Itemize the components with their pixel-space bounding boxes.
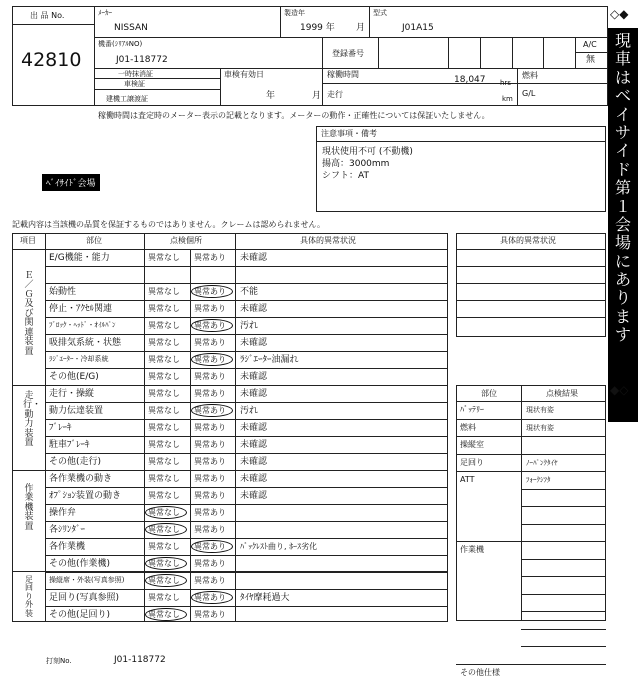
row-ng-option: 異常あり — [194, 525, 226, 534]
row-detail: ﾀｲﾔ摩耗過大 — [240, 593, 290, 603]
notes-line-2: 揚高：3000mm — [322, 159, 390, 169]
ok-circle-mark — [145, 574, 187, 587]
year-value: 1999 年 — [300, 23, 335, 33]
disclaimer: 記載内容は当該機の品質を保証するものではありません。クレームは認められません。 — [12, 220, 325, 229]
check-result: ﾌｫｰｸｼﾌﾀ — [526, 476, 551, 484]
row-ok-option: 異常なし — [148, 321, 180, 330]
expiry-year-unit: 年 — [266, 91, 276, 101]
row-ok-option: 異常なし — [148, 406, 180, 415]
row-ok-option: 異常なし — [148, 423, 180, 432]
row-part: その他(足回り) — [49, 610, 111, 620]
row-detail: ﾊﾞｯｸﾚｽﾄ曲り, ﾎｰｽ劣化 — [240, 542, 318, 551]
col-item-header: 項目 — [20, 236, 36, 245]
ac-label: A/C — [583, 40, 597, 49]
row-ok-option: 異常なし — [148, 576, 180, 585]
row-ng-option: 異常あり — [194, 559, 226, 568]
row-ng-option: 異常あり — [194, 253, 226, 262]
row-ok-option: 異常なし — [148, 491, 180, 500]
check-result: 現状有姿 — [526, 406, 554, 414]
row-detail: 未確認 — [240, 474, 268, 484]
col-detail-header: 具体的異常状況 — [300, 236, 356, 245]
ng-circle-mark — [191, 404, 233, 417]
row-part: ﾌﾞﾚｰｷ — [49, 423, 72, 433]
registration-label: 登録番号 — [332, 49, 364, 58]
row-detail: 不能 — [240, 287, 259, 297]
row-part: 走行・操縦 — [49, 389, 95, 399]
row-part: 各ｼﾘﾝﾀﾞｰ — [49, 525, 86, 535]
right-col-result-header: 点検結果 — [546, 389, 578, 398]
row-detail: 未確認 — [240, 491, 268, 501]
row-ng-option: 異常あり — [194, 440, 226, 449]
row-part: その他(E/G) — [49, 372, 99, 382]
check-part: ﾊﾞｯﾃﾘｰ — [460, 405, 484, 414]
row-ng-option: 異常あり — [194, 287, 226, 296]
hours-label: 稼働時間 — [327, 70, 359, 79]
month-unit: 月 — [356, 23, 366, 33]
group-chassis-label: 足回り外装 — [25, 575, 33, 618]
col-part-header: 部位 — [86, 236, 102, 245]
row-part: その他(走行) — [49, 457, 102, 467]
right-col-part-header: 部位 — [481, 389, 497, 398]
row-part: 吸排気系統・状態 — [49, 338, 122, 348]
check-result: ﾉｰﾊﾟﾝｸﾀｲﾔ — [526, 458, 558, 467]
row-ok-option: 異常なし — [148, 253, 180, 262]
group-engine-label: Ｅ／Ｇ及び関連装置 — [24, 271, 34, 357]
ng-circle-mark — [191, 540, 233, 553]
row-ok-option: 異常なし — [148, 508, 180, 517]
maker-label: ﾒｰｶｰ — [98, 9, 112, 17]
row-part: 操作弁 — [49, 508, 77, 518]
hours-unit: hrs — [500, 79, 511, 87]
row-part: ﾗｼﾞｴｰﾀｰ・冷却系統 — [49, 355, 109, 363]
row-ok-option: 異常なし — [148, 525, 180, 534]
row-detail: 汚れ — [240, 321, 259, 331]
row-part: ｵﾌﾟｼｮﾝ装置の動き — [49, 491, 122, 501]
check-part: 燃料 — [460, 422, 476, 432]
row-ng-option: 異常あり — [194, 593, 226, 602]
stamp-label: 打刻No. — [46, 657, 72, 665]
temp-cancel-label: 一時抹消証 — [118, 70, 153, 78]
row-part: ﾌﾞﾛｯｸ・ﾍｯﾄﾞ・ｵｲﾙﾊﾟﾝ — [49, 321, 116, 329]
banner-top: ◇◆ — [610, 7, 629, 21]
check-part: 操縦室 — [460, 440, 484, 449]
row-detail: 未確認 — [240, 253, 268, 263]
km-unit: km — [502, 95, 513, 103]
banner-text: 現車はベイサイド第１会場にあります — [615, 31, 632, 345]
notes-line-3: シフト：AT — [322, 171, 369, 181]
notes-label: 注意事項・備考 — [321, 129, 377, 138]
ng-circle-mark — [191, 353, 233, 366]
row-ng-option: 異常あり — [194, 372, 226, 381]
ng-circle-mark — [191, 319, 233, 332]
check-part: その他仕様 — [460, 667, 500, 677]
inspection-expiry-label: 車検有効日 — [224, 70, 264, 79]
row-ok-option: 異常なし — [148, 304, 180, 313]
right-detail-header: 具体的異常状況 — [500, 236, 556, 245]
row-detail: 汚れ — [240, 406, 259, 416]
row-detail: 未確認 — [240, 457, 268, 467]
hours-value: 18,047 — [454, 75, 486, 85]
row-ng-option: 異常あり — [194, 542, 226, 551]
row-ok-option: 異常なし — [148, 338, 180, 347]
row-ok-option: 異常なし — [148, 542, 180, 551]
serial-label: 機番(ｼﾘｱﾙNO) — [98, 40, 143, 48]
check-part: 足回り — [460, 457, 484, 467]
row-ng-option: 異常あり — [194, 389, 226, 398]
fuel-label: 燃料 — [522, 71, 538, 80]
check-part: 作業機 — [460, 545, 484, 554]
fuel-value: G/L — [522, 89, 536, 98]
expiry-month-unit: 月 — [312, 91, 322, 101]
ng-circle-mark — [191, 591, 233, 604]
ok-circle-mark — [145, 608, 187, 621]
year-label: 製造年 — [284, 9, 305, 17]
row-ng-option: 異常あり — [194, 304, 226, 313]
row-part: E/G機能・能力 — [49, 253, 110, 263]
location-banner — [608, 28, 638, 422]
row-ok-option: 異常なし — [148, 389, 180, 398]
row-ok-option: 異常なし — [148, 559, 180, 568]
forklift-cert-label: 建機工譲渡証 — [106, 95, 148, 103]
banner-bottom: ◆◇ — [610, 383, 629, 397]
row-ok-option: 異常なし — [148, 474, 180, 483]
check-result: 現状有姿 — [526, 423, 554, 432]
model-value: J01A15 — [402, 23, 434, 33]
row-part: 各作業機 — [49, 542, 86, 552]
lot-number: 42810 — [21, 49, 82, 71]
row-part: その他(作業機) — [49, 559, 111, 569]
notes-line-1: 現状使用不可 (不動機) — [322, 147, 413, 157]
row-ng-option: 異常あり — [194, 474, 226, 483]
hours-notice: 稼働時間は査定時のメーター表示の記載となります。メーターの動作・正確性については保証いたしません。 — [98, 111, 490, 120]
row-part: 動力伝達装置 — [49, 406, 104, 416]
check-part: ATT — [460, 475, 475, 484]
row-detail: 未確認 — [240, 304, 268, 314]
row-detail: 未確認 — [240, 372, 268, 382]
row-detail: 未確認 — [240, 389, 268, 399]
serial-value: J01-118772 — [116, 55, 168, 65]
row-part: 各作業機の動き — [49, 474, 113, 484]
group-work-label: 作業機装置 — [24, 484, 34, 532]
row-part: 停止・ｱｸｾﾙ関連 — [49, 304, 113, 314]
col-check-header: 点検個所 — [170, 236, 202, 245]
group-drive-label: 走行・動力装置 — [23, 391, 42, 449]
row-part: 始動性 — [49, 287, 77, 297]
row-ok-option: 異常なし — [148, 610, 180, 619]
row-ng-option: 異常あり — [194, 338, 226, 347]
row-part: 駐車ﾌﾞﾚｰｷ — [49, 440, 90, 450]
row-ng-option: 異常あり — [194, 423, 226, 432]
maker-value: NISSAN — [114, 23, 148, 33]
row-ng-option: 異常あり — [194, 457, 226, 466]
row-detail: 未確認 — [240, 338, 268, 348]
row-ng-option: 異常あり — [194, 321, 226, 330]
row-ng-option: 異常あり — [194, 491, 226, 500]
check-result-table — [456, 385, 606, 621]
row-ng-option: 異常あり — [194, 508, 226, 517]
row-ok-option: 異常なし — [148, 287, 180, 296]
location-tag: ﾍﾞｲｻｲﾄﾞ会場 — [42, 174, 100, 191]
row-ok-option: 異常なし — [148, 457, 180, 466]
ng-circle-mark — [191, 285, 233, 298]
ok-circle-mark — [145, 523, 187, 536]
inspection-cert-label: 車検証 — [124, 80, 145, 88]
row-part: 操縦席・外装(写真参照) — [49, 576, 125, 584]
row-detail: 未確認 — [240, 423, 268, 433]
row-ok-option: 異常なし — [148, 372, 180, 381]
row-ng-option: 異常あり — [194, 576, 226, 585]
ac-value: 無 — [586, 55, 596, 65]
row-ok-option: 異常なし — [148, 440, 180, 449]
model-label: 型式 — [373, 9, 387, 17]
row-ng-option: 異常あり — [194, 406, 226, 415]
row-part: 足回り(写真参照) — [49, 593, 120, 603]
notes-box — [316, 126, 606, 212]
ok-circle-mark — [145, 557, 187, 570]
row-ng-option: 異常あり — [194, 610, 226, 619]
row-detail: ﾗｼﾞｴｰﾀｰ油漏れ — [240, 355, 299, 365]
ok-circle-mark — [145, 506, 187, 519]
row-ok-option: 異常なし — [148, 355, 180, 364]
row-ok-option: 異常なし — [148, 593, 180, 602]
row-ng-option: 異常あり — [194, 355, 226, 364]
row-detail: 未確認 — [240, 440, 268, 450]
stamp-value: J01-118772 — [114, 655, 166, 665]
lot-label: 出 品 No. — [30, 11, 65, 20]
travel-label: 走行 — [327, 90, 343, 99]
